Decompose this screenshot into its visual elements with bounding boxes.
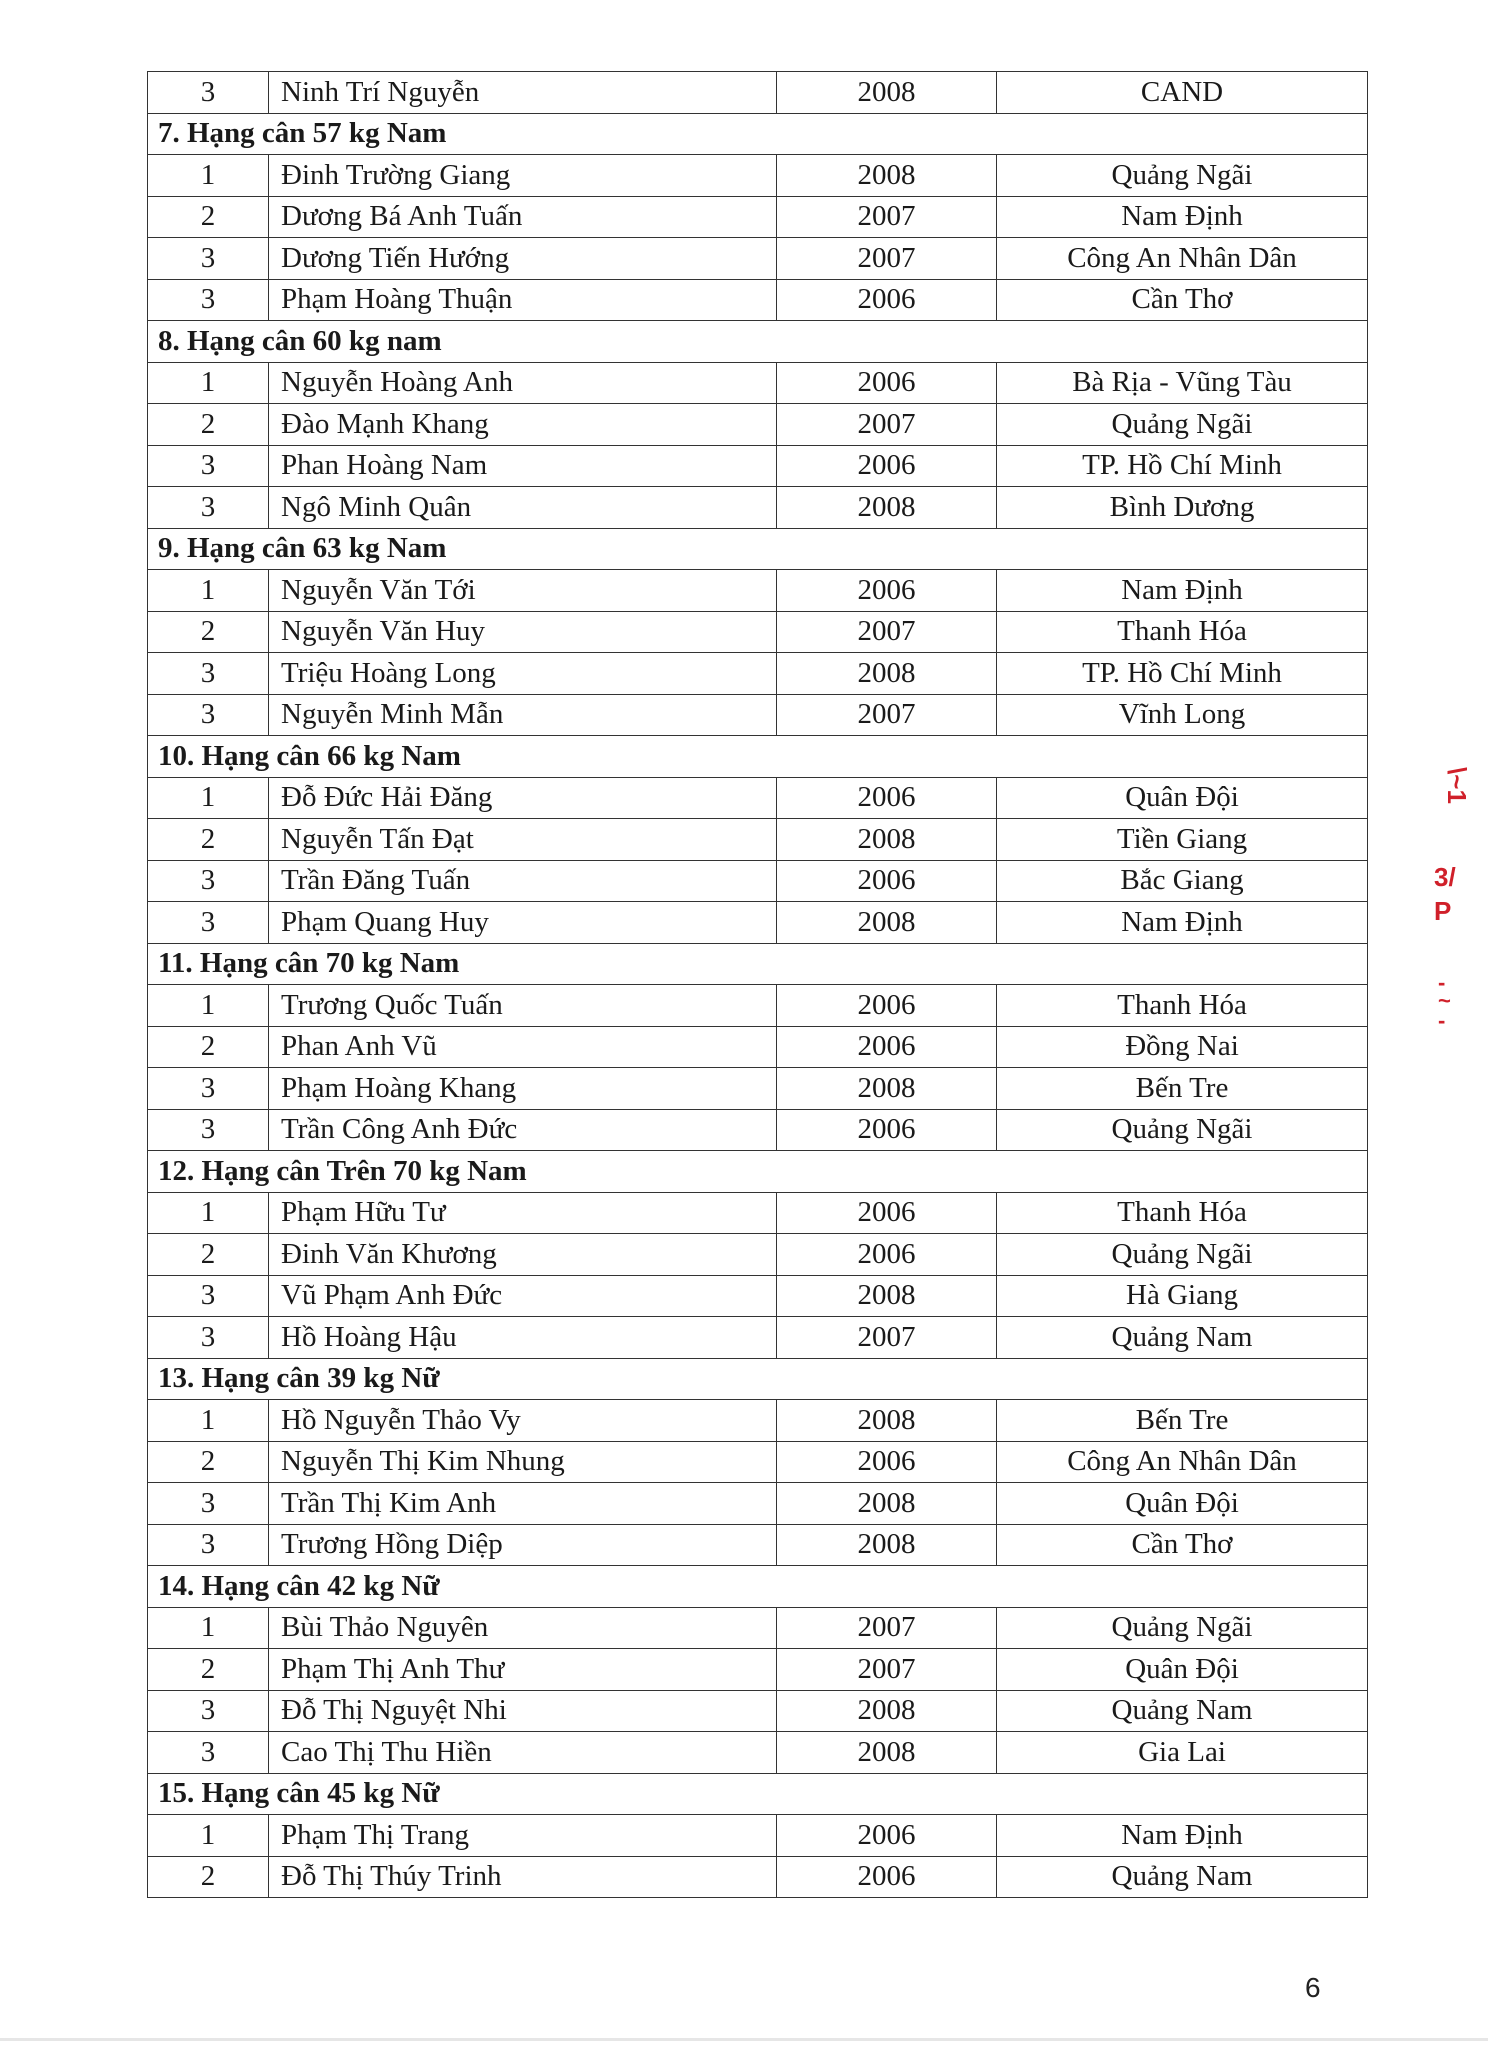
section-header-row bbox=[148, 1566, 1368, 1608]
unit-cell: Quảng Ngãi bbox=[997, 1234, 1368, 1276]
rank-cell: 2 bbox=[148, 1856, 269, 1898]
birth-year-cell: 2006 bbox=[777, 445, 997, 487]
birth-year-cell: 2007 bbox=[777, 196, 997, 238]
birth-year-cell: 2006 bbox=[777, 1026, 997, 1068]
unit-cell: Nam Định bbox=[997, 196, 1368, 238]
athlete-name-cell: Nguyễn Văn Tới bbox=[269, 570, 777, 612]
athlete-name-cell: Đỗ Thị Nguyệt Nhi bbox=[269, 1690, 777, 1732]
birth-year-cell: 2006 bbox=[777, 1441, 997, 1483]
table-row bbox=[148, 196, 1368, 238]
birth-year-cell: 2007 bbox=[777, 694, 997, 736]
rank-cell: 3 bbox=[148, 1690, 269, 1732]
birth-year-cell: 2007 bbox=[777, 1607, 997, 1649]
athlete-name-cell: Dương Tiến Hướng bbox=[269, 238, 777, 280]
table-row bbox=[148, 279, 1368, 321]
table-row bbox=[148, 611, 1368, 653]
table-row bbox=[148, 694, 1368, 736]
rank-cell: 2 bbox=[148, 1026, 269, 1068]
section-title: 10. Hạng cân 66 kg Nam bbox=[148, 736, 1368, 778]
table-row bbox=[148, 1192, 1368, 1234]
rank-cell: 3 bbox=[148, 653, 269, 695]
unit-cell: Quảng Ngãi bbox=[997, 404, 1368, 446]
table-row bbox=[148, 1856, 1368, 1898]
athlete-name-cell: Phạm Thị Trang bbox=[269, 1815, 777, 1857]
unit-cell: Hà Giang bbox=[997, 1275, 1368, 1317]
section-header-row bbox=[148, 1151, 1368, 1193]
table-row bbox=[148, 445, 1368, 487]
birth-year-cell: 2007 bbox=[777, 404, 997, 446]
unit-cell: Bến Tre bbox=[997, 1400, 1368, 1442]
section-header-row bbox=[148, 321, 1368, 363]
unit-cell: Vĩnh Long bbox=[997, 694, 1368, 736]
table-row bbox=[148, 487, 1368, 529]
athlete-name-cell: Trần Công Anh Đức bbox=[269, 1109, 777, 1151]
rank-cell: 2 bbox=[148, 1234, 269, 1276]
results-table-body bbox=[148, 72, 1368, 1898]
unit-cell: Quảng Nam bbox=[997, 1317, 1368, 1359]
unit-cell: Quân Đội bbox=[997, 1649, 1368, 1691]
rank-cell: 1 bbox=[148, 985, 269, 1027]
section-header-row bbox=[148, 1358, 1368, 1400]
athlete-name-cell: Nguyễn Thị Kim Nhung bbox=[269, 1441, 777, 1483]
athlete-name-cell: Phan Anh Vũ bbox=[269, 1026, 777, 1068]
birth-year-cell: 2008 bbox=[777, 902, 997, 944]
unit-cell: Quảng Ngãi bbox=[997, 155, 1368, 197]
results-table bbox=[147, 71, 1368, 1898]
unit-cell: Quân Đội bbox=[997, 1483, 1368, 1525]
athlete-name-cell: Hồ Hoàng Hậu bbox=[269, 1317, 777, 1359]
table-row bbox=[148, 362, 1368, 404]
birth-year-cell: 2006 bbox=[777, 860, 997, 902]
unit-cell: Nam Định bbox=[997, 902, 1368, 944]
rank-cell: 3 bbox=[148, 860, 269, 902]
birth-year-cell: 2008 bbox=[777, 72, 997, 114]
unit-cell: Cần Thơ bbox=[997, 1524, 1368, 1566]
rank-cell: 3 bbox=[148, 1275, 269, 1317]
table-row bbox=[148, 1524, 1368, 1566]
birth-year-cell: 2006 bbox=[777, 1815, 997, 1857]
athlete-name-cell: Bùi Thảo Nguyên bbox=[269, 1607, 777, 1649]
table-row bbox=[148, 72, 1368, 114]
table-row bbox=[148, 1607, 1368, 1649]
table-row bbox=[148, 1649, 1368, 1691]
rank-cell: 2 bbox=[148, 196, 269, 238]
margin-mark: ~ bbox=[1438, 988, 1451, 1013]
birth-year-cell: 2008 bbox=[777, 1068, 997, 1110]
section-title: 12. Hạng cân Trên 70 kg Nam bbox=[148, 1151, 1368, 1193]
section-title: 13. Hạng cân 39 kg Nữ bbox=[148, 1358, 1368, 1400]
section-title: 11. Hạng cân 70 kg Nam bbox=[148, 943, 1368, 985]
birth-year-cell: 2007 bbox=[777, 1317, 997, 1359]
birth-year-cell: 2008 bbox=[777, 155, 997, 197]
unit-cell: Tiền Giang bbox=[997, 819, 1368, 861]
rank-cell: 1 bbox=[148, 570, 269, 612]
birth-year-cell: 2008 bbox=[777, 1690, 997, 1732]
table-row bbox=[148, 777, 1368, 819]
birth-year-cell: 2006 bbox=[777, 1856, 997, 1898]
athlete-name-cell: Phạm Hoàng Khang bbox=[269, 1068, 777, 1110]
unit-cell: Đồng Nai bbox=[997, 1026, 1368, 1068]
table-row bbox=[148, 653, 1368, 695]
rank-cell: 3 bbox=[148, 1732, 269, 1774]
athlete-name-cell: Trương Hồng Diệp bbox=[269, 1524, 777, 1566]
margin-mark: 3/ bbox=[1434, 862, 1456, 892]
rank-cell: 3 bbox=[148, 1317, 269, 1359]
athlete-name-cell: Phan Hoàng Nam bbox=[269, 445, 777, 487]
section-title: 8. Hạng cân 60 kg nam bbox=[148, 321, 1368, 363]
birth-year-cell: 2006 bbox=[777, 362, 997, 404]
unit-cell: Quảng Nam bbox=[997, 1690, 1368, 1732]
table-row bbox=[148, 570, 1368, 612]
athlete-name-cell: Nguyễn Hoàng Anh bbox=[269, 362, 777, 404]
rank-cell: 3 bbox=[148, 694, 269, 736]
birth-year-cell: 2008 bbox=[777, 1524, 997, 1566]
table-row bbox=[148, 1317, 1368, 1359]
rank-cell: 3 bbox=[148, 902, 269, 944]
athlete-name-cell: Trương Quốc Tuấn bbox=[269, 985, 777, 1027]
table-row bbox=[148, 1441, 1368, 1483]
unit-cell: TP. Hồ Chí Minh bbox=[997, 445, 1368, 487]
athlete-name-cell: Nguyễn Văn Huy bbox=[269, 611, 777, 653]
unit-cell: Quảng Ngãi bbox=[997, 1109, 1368, 1151]
unit-cell: CAND bbox=[997, 72, 1368, 114]
unit-cell: Quảng Ngãi bbox=[997, 1607, 1368, 1649]
rank-cell: 1 bbox=[148, 1400, 269, 1442]
birth-year-cell: 2008 bbox=[777, 487, 997, 529]
rank-cell: 3 bbox=[148, 72, 269, 114]
margin-mark: P bbox=[1434, 896, 1452, 926]
athlete-name-cell: Ninh Trí Nguyễn bbox=[269, 72, 777, 114]
athlete-name-cell: Triệu Hoàng Long bbox=[269, 653, 777, 695]
unit-cell: Nam Định bbox=[997, 570, 1368, 612]
table-row bbox=[148, 238, 1368, 280]
unit-cell: Nam Định bbox=[997, 1815, 1368, 1857]
section-title: 9. Hạng cân 63 kg Nam bbox=[148, 528, 1368, 570]
scan-edge bbox=[0, 2038, 1488, 2041]
section-header-row bbox=[148, 528, 1368, 570]
table-row bbox=[148, 1400, 1368, 1442]
section-header-row bbox=[148, 1773, 1368, 1815]
rank-cell: 3 bbox=[148, 1068, 269, 1110]
athlete-name-cell: Phạm Hữu Tư bbox=[269, 1192, 777, 1234]
athlete-name-cell: Ngô Minh Quân bbox=[269, 487, 777, 529]
rank-cell: 1 bbox=[148, 155, 269, 197]
birth-year-cell: 2006 bbox=[777, 985, 997, 1027]
margin-stamp-marks bbox=[1432, 767, 1472, 1040]
athlete-name-cell: Nguyễn Minh Mẫn bbox=[269, 694, 777, 736]
margin-mark: - bbox=[1438, 970, 1446, 995]
unit-cell: Quân Đội bbox=[997, 777, 1368, 819]
rank-cell: 1 bbox=[148, 362, 269, 404]
unit-cell: Gia Lai bbox=[997, 1732, 1368, 1774]
unit-cell: Thanh Hóa bbox=[997, 1192, 1368, 1234]
athlete-name-cell: Trần Thị Kim Anh bbox=[269, 1483, 777, 1525]
unit-cell: Quảng Nam bbox=[997, 1856, 1368, 1898]
unit-cell: Thanh Hóa bbox=[997, 985, 1368, 1027]
unit-cell: TP. Hồ Chí Minh bbox=[997, 653, 1368, 695]
page-number: 6 bbox=[1305, 1972, 1321, 2003]
rank-cell: 3 bbox=[148, 279, 269, 321]
rank-cell: 2 bbox=[148, 404, 269, 446]
table-row bbox=[148, 1109, 1368, 1151]
birth-year-cell: 2008 bbox=[777, 1732, 997, 1774]
athlete-name-cell: Đỗ Thị Thúy Trinh bbox=[269, 1856, 777, 1898]
athlete-name-cell: Phạm Thị Anh Thư bbox=[269, 1649, 777, 1691]
birth-year-cell: 2008 bbox=[777, 1275, 997, 1317]
birth-year-cell: 2006 bbox=[777, 1192, 997, 1234]
table-row bbox=[148, 860, 1368, 902]
rank-cell: 1 bbox=[148, 1607, 269, 1649]
athlete-name-cell: Đinh Văn Khương bbox=[269, 1234, 777, 1276]
section-title: 14. Hạng cân 42 kg Nữ bbox=[148, 1566, 1368, 1608]
athlete-name-cell: Cao Thị Thu Hiền bbox=[269, 1732, 777, 1774]
unit-cell: Cần Thơ bbox=[997, 279, 1368, 321]
birth-year-cell: 2006 bbox=[777, 1234, 997, 1276]
birth-year-cell: 2008 bbox=[777, 1400, 997, 1442]
margin-mark: - bbox=[1438, 1008, 1446, 1033]
unit-cell: Bà Rịa - Vũng Tàu bbox=[997, 362, 1368, 404]
unit-cell: Bắc Giang bbox=[997, 860, 1368, 902]
birth-year-cell: 2008 bbox=[777, 1483, 997, 1525]
unit-cell: Bến Tre bbox=[997, 1068, 1368, 1110]
rank-cell: 1 bbox=[148, 1815, 269, 1857]
section-header-row bbox=[148, 113, 1368, 155]
rank-cell: 2 bbox=[148, 611, 269, 653]
table-row bbox=[148, 1815, 1368, 1857]
table-row bbox=[148, 1234, 1368, 1276]
athlete-name-cell: Hồ Nguyễn Thảo Vy bbox=[269, 1400, 777, 1442]
athlete-name-cell: Trần Đăng Tuấn bbox=[269, 860, 777, 902]
birth-year-cell: 2008 bbox=[777, 653, 997, 695]
section-header-row bbox=[148, 736, 1368, 778]
unit-cell: Bình Dương bbox=[997, 487, 1368, 529]
birth-year-cell: 2007 bbox=[777, 238, 997, 280]
unit-cell: Công An Nhân Dân bbox=[997, 238, 1368, 280]
rank-cell: 1 bbox=[148, 777, 269, 819]
athlete-name-cell: Đào Mạnh Khang bbox=[269, 404, 777, 446]
rank-cell: 3 bbox=[148, 1524, 269, 1566]
rank-cell: 2 bbox=[148, 1441, 269, 1483]
rank-cell: 2 bbox=[148, 819, 269, 861]
athlete-name-cell: Vũ Phạm Anh Đức bbox=[269, 1275, 777, 1317]
section-title: 7. Hạng cân 57 kg Nam bbox=[148, 113, 1368, 155]
table-row bbox=[148, 404, 1368, 446]
unit-cell: Thanh Hóa bbox=[997, 611, 1368, 653]
athlete-name-cell: Đỗ Đức Hải Đăng bbox=[269, 777, 777, 819]
unit-cell: Công An Nhân Dân bbox=[997, 1441, 1368, 1483]
rank-cell: 3 bbox=[148, 445, 269, 487]
birth-year-cell: 2006 bbox=[777, 279, 997, 321]
athlete-name-cell: Đinh Trường Giang bbox=[269, 155, 777, 197]
margin-mark: \~1 bbox=[1441, 767, 1472, 804]
athlete-name-cell: Phạm Quang Huy bbox=[269, 902, 777, 944]
table-row bbox=[148, 1690, 1368, 1732]
rank-cell: 2 bbox=[148, 1649, 269, 1691]
table-row bbox=[148, 155, 1368, 197]
rank-cell: 3 bbox=[148, 1483, 269, 1525]
table-row bbox=[148, 985, 1368, 1027]
section-header-row bbox=[148, 943, 1368, 985]
rank-cell: 1 bbox=[148, 1192, 269, 1234]
table-row bbox=[148, 1275, 1368, 1317]
birth-year-cell: 2006 bbox=[777, 777, 997, 819]
birth-year-cell: 2008 bbox=[777, 819, 997, 861]
birth-year-cell: 2006 bbox=[777, 1109, 997, 1151]
rank-cell: 3 bbox=[148, 1109, 269, 1151]
birth-year-cell: 2006 bbox=[777, 570, 997, 612]
table-row bbox=[148, 1068, 1368, 1110]
rank-cell: 3 bbox=[148, 487, 269, 529]
table-row bbox=[148, 1732, 1368, 1774]
birth-year-cell: 2007 bbox=[777, 611, 997, 653]
birth-year-cell: 2007 bbox=[777, 1649, 997, 1691]
section-title: 15. Hạng cân 45 kg Nữ bbox=[148, 1773, 1368, 1815]
table-row bbox=[148, 1026, 1368, 1068]
rank-cell: 3 bbox=[148, 238, 269, 280]
athlete-name-cell: Dương Bá Anh Tuấn bbox=[269, 196, 777, 238]
table-row bbox=[148, 819, 1368, 861]
athlete-name-cell: Phạm Hoàng Thuận bbox=[269, 279, 777, 321]
table-row bbox=[148, 1483, 1368, 1525]
athlete-name-cell: Nguyễn Tấn Đạt bbox=[269, 819, 777, 861]
table-row bbox=[148, 902, 1368, 944]
